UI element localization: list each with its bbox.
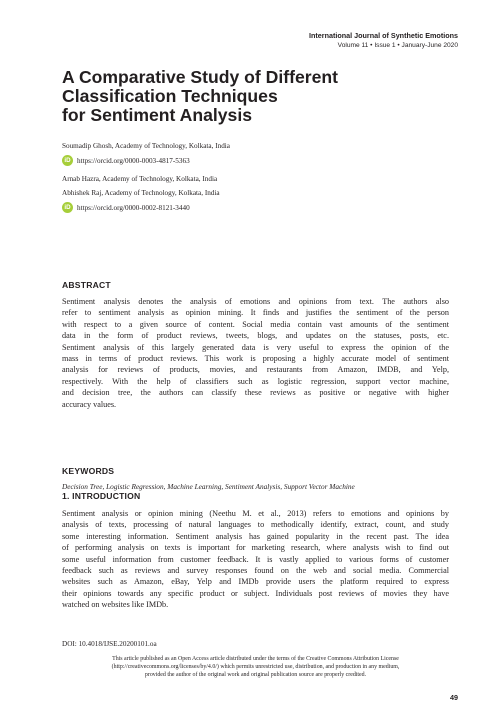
author-1: Soumadip Ghosh, Academy of Technology, Kolkata, India bbox=[62, 142, 230, 150]
introduction-heading: 1. INTRODUCTION bbox=[62, 491, 141, 501]
title-line: A Comparative Study of Different bbox=[62, 67, 338, 87]
abstract-line: with respect to a given source of content. Social media contain vast amounts of the sentiment bbox=[62, 319, 449, 329]
intro-line: their opinions towards any specific product or subject. Individuals post reviews of movies they have bbox=[62, 588, 449, 598]
intro-line: feedback such as reviews and survey responses found on the web and social media. Commercial bbox=[62, 566, 449, 576]
running-header bbox=[309, 31, 458, 50]
abstract-line: data in the form of product reviews, tweets, blogs, and updates on the statuses, posts, etc. bbox=[62, 331, 449, 341]
abstract-line: analysis for reviews of products, movies, and restaurants from Amazon, IMDB, and Yelp, bbox=[62, 365, 449, 375]
intro-line: analysis of texts, processing of natural languages to methodically identify, extract, count, and study bbox=[62, 520, 449, 530]
abstract-heading: ABSTRACT bbox=[62, 280, 111, 290]
abstract-line: Sentiment analysis denotes the analysis of emotions and opinions from text. The authors also bbox=[62, 297, 449, 306]
doi: DOI: 10.4018/IJSE.20200101.oa bbox=[62, 640, 157, 648]
abstract-line: and decision tree, the authors can classify these reviews as positive or negative with higher bbox=[62, 388, 449, 398]
orcid-icon: iD bbox=[62, 155, 73, 166]
paper-title bbox=[62, 68, 452, 125]
intro-line: websites such as Amazon, eBay, Yelp and IMDb provide users the platform required to express bbox=[62, 577, 449, 587]
intro-line: some useful information from customer feedback. It is vastly applied to various forms of customer bbox=[62, 554, 449, 564]
journal-name: International Journal of Synthetic Emotions bbox=[309, 31, 458, 40]
abstract-line: mass in terms of product reviews. This work is proposing a highly accurate model of sentiment bbox=[62, 354, 449, 364]
keywords-list: Decision Tree, Logistic Regression, Machine Learning, Sentiment Analysis, Support Vector Machine bbox=[62, 482, 355, 491]
author-3: Abhishek Raj, Academy of Technology, Kolkata, India bbox=[62, 189, 220, 197]
issue-info: Volume 11 • Issue 1 • January-June 2020 bbox=[337, 42, 458, 49]
orcid-url[interactable]: https://orcid.org/0000-0003-4817-5363 bbox=[77, 156, 190, 165]
license-line: (http://creativecommons.org/licenses/by/4.0/) which permits unrestricted use, distribution, and production in any medium, bbox=[111, 664, 400, 671]
author-2: Arnab Hazra, Academy of Technology, Kolkata, India bbox=[62, 175, 218, 183]
orcid-link-2[interactable] bbox=[62, 202, 190, 213]
introduction-body bbox=[62, 508, 449, 611]
intro-line: of performing analysis on texts is important for marketing research, where analysts wish to find out bbox=[62, 543, 449, 553]
abstract-line: Sentiment analysis of this largely generated data is very useful to express the opinion of the bbox=[62, 342, 449, 352]
abstract-body bbox=[62, 296, 449, 410]
license-notice bbox=[62, 655, 449, 680]
orcid-link-1[interactable] bbox=[62, 155, 190, 166]
intro-line: watched on websites like IMDb. bbox=[62, 600, 169, 610]
title-line: for Sentiment Analysis bbox=[62, 105, 252, 125]
abstract-line: refer to sentiment analysis as opinion mining. It finds and justifies the sentiment of the person bbox=[62, 308, 449, 318]
keywords-heading: KEYWORDS bbox=[62, 466, 115, 476]
abstract-line: respectively. With the help of classifiers such as logistic regression, support vector machine, bbox=[62, 376, 449, 386]
page-number: 49 bbox=[450, 693, 458, 702]
intro-line: some interesting information. Sentiment analysis has gained popularity in the recent past. The idea bbox=[62, 531, 449, 541]
abstract-line: accuracy values. bbox=[62, 399, 117, 409]
orcid-icon: iD bbox=[62, 202, 73, 213]
orcid-url[interactable]: https://orcid.org/0000-0002-8121-3440 bbox=[77, 203, 190, 212]
title-line: Classification Techniques bbox=[62, 86, 278, 106]
license-line: provided the author of the original work and original publication source are properly credited. bbox=[144, 672, 367, 679]
license-line: This article published as an Open Access article distributed under the terms of the Creative Commons Attribution License bbox=[112, 656, 399, 662]
intro-line: Sentiment analysis or opinion mining (Neethu M. et al., 2013) refers to emotions and opinions by bbox=[62, 509, 449, 518]
